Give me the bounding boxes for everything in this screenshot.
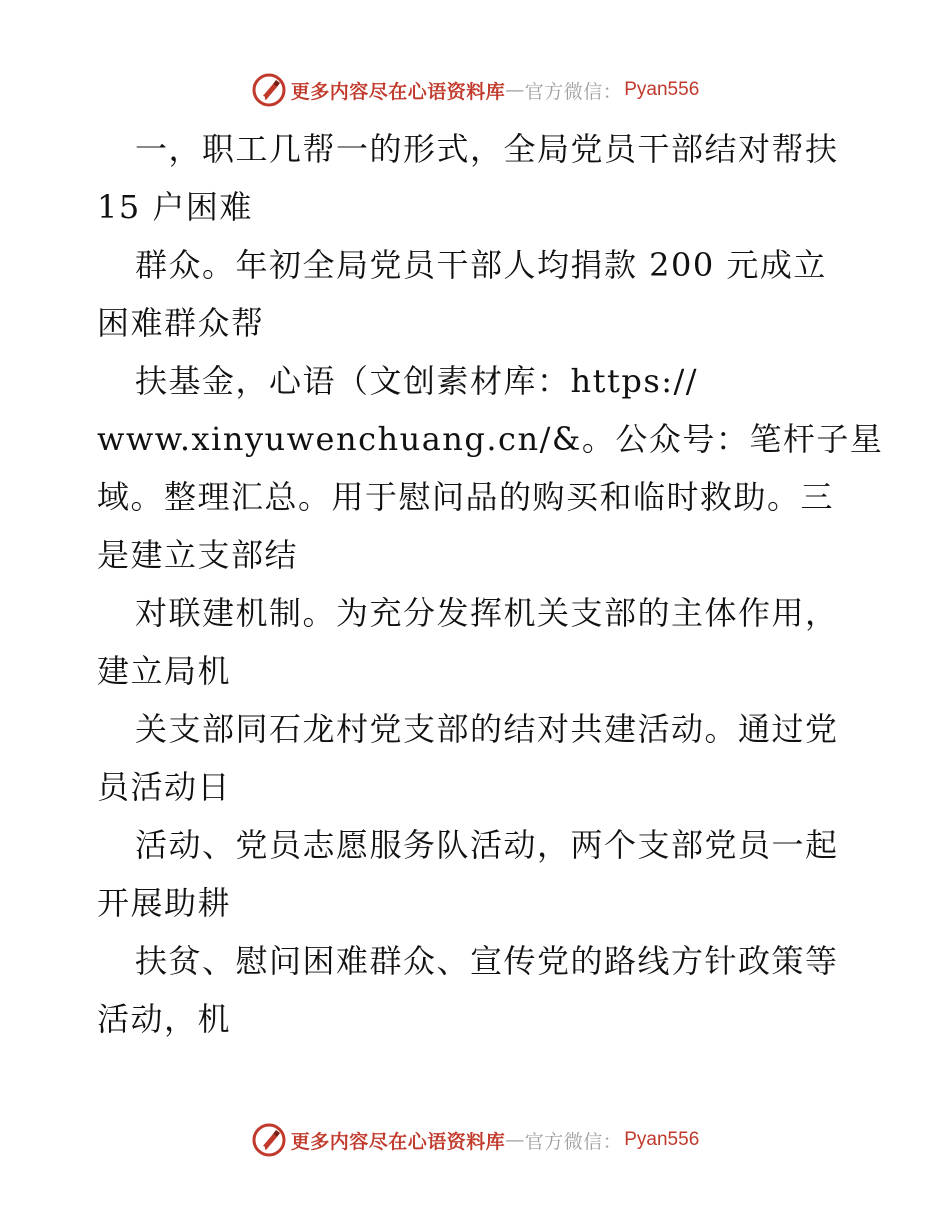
body-line: 建立局机 [97,652,232,690]
body-line: 扶贫、慰问困难群众、宣传党的路线方针政策等 [135,942,839,980]
body-line: 开展助耕 [97,884,232,922]
header-banner-dash: — [505,79,525,101]
body-line: 域。整理汇总。用于慰问品的购买和临时救助。三 [97,478,835,516]
body-line: 一，职工几帮一的形式，全局党员干部结对帮扶 [135,130,839,168]
body-line: 活动、党员志愿服务队活动，两个支部党员一起 [135,826,839,864]
header-banner-wechat-id: Pyan556 [624,79,700,100]
footer-banner [0,1120,950,1160]
body-line: 群众。年初全局党员干部人均捐款 200 元成立 [135,246,827,284]
pen-logo-icon [251,1122,287,1158]
header-banner-wechat-label: 官方微信： [524,80,623,103]
body-line: 员活动日 [97,768,232,806]
body-line: 对联建机制。为充分发挥机关支部的主体作用， [135,594,839,632]
header-banner [0,70,950,110]
body-line: www.xinyuwenchuang.cn/&。公众号：笔杆子星 [97,420,884,458]
footer-banner-wechat-label: 官方微信： [524,1130,623,1153]
body-line: 是建立支部结 [97,536,299,574]
body-line: 关支部同石龙村党支部的结对共建活动。通过党 [135,710,839,748]
document-body [97,120,884,1048]
footer-banner-dash: — [505,1129,525,1151]
footer-banner-wechat-id: Pyan556 [624,1129,700,1150]
footer-banner-title: 更多内容尽在心语资料库 [290,1130,506,1153]
header-banner-title: 更多内容尽在心语资料库 [290,80,506,103]
body-line: 扶基金，心语（文创素材库：https:// [135,362,699,400]
body-line: 15 户困难 [97,188,253,226]
body-line: 困难群众帮 [97,304,265,342]
pen-logo-icon [251,72,287,108]
body-line: 活动，机 [97,1000,232,1038]
